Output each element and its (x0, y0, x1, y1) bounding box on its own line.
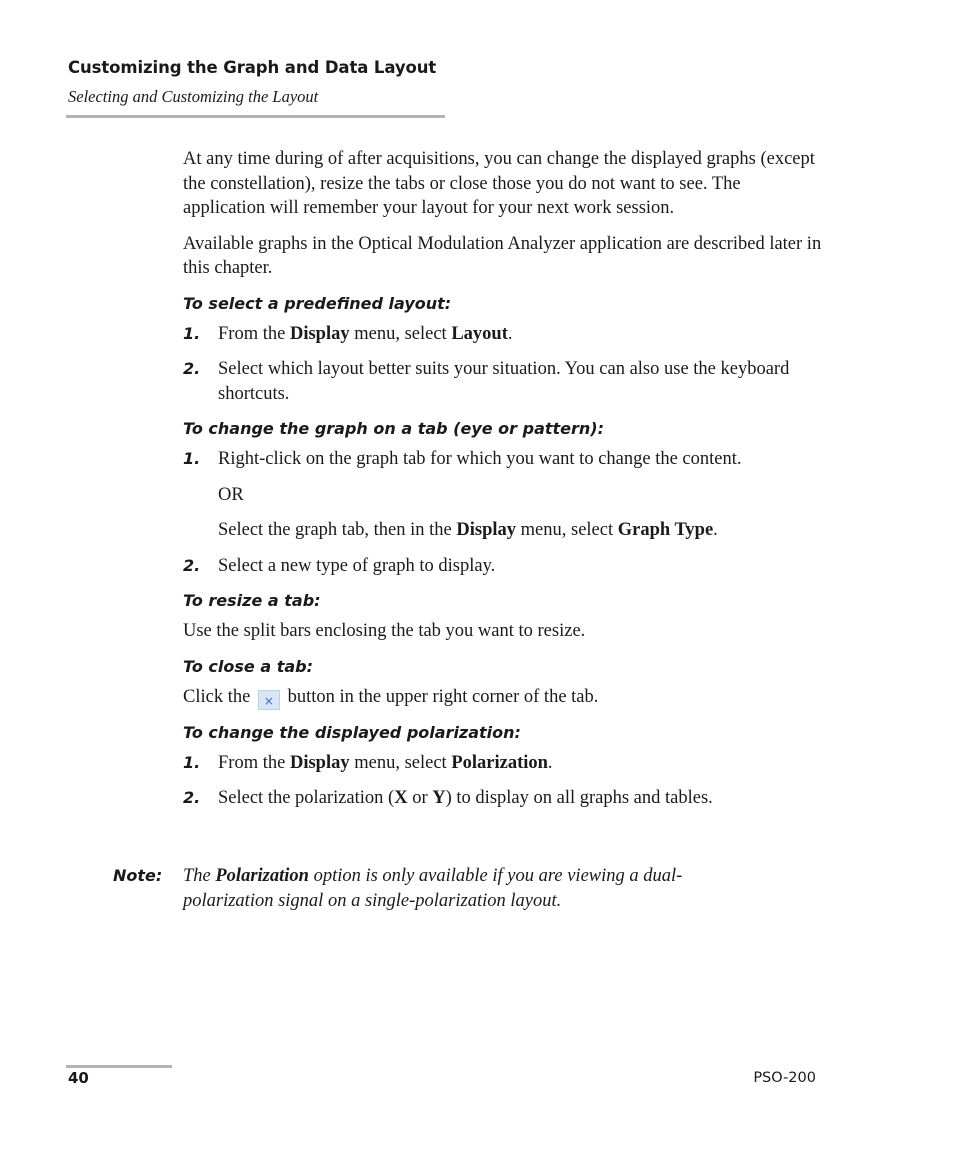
step-item (183, 554, 823, 579)
step-alternative (183, 518, 823, 543)
intro-paragraph: At any time during of after acquisitions, you can change the displayed graphs (except the constellation), resize the tabs or close those you do not want to see. The application will remember your layout for your next work session. (183, 149, 815, 218)
step-text: Select which layout better suits your situation. You can also use the keyboard shortcuts. (218, 359, 790, 404)
step-number: 2. (183, 788, 201, 807)
header-divider (66, 115, 445, 118)
page-header-subtitle: Selecting and Customizing the Layout (68, 87, 319, 106)
step-or: OR (218, 484, 244, 505)
procedure-title-polarization: To change the displayed polarization: (183, 722, 521, 742)
procedure-title-resize-tab: To resize a tab: (183, 591, 321, 610)
step-text: Right-click on the graph tab for which you want to change the content. (218, 449, 742, 469)
step-text: Select the polarization ( (218, 788, 395, 808)
step-text: menu, select (349, 323, 452, 344)
note-text-part: The (183, 866, 216, 886)
note-text-part: option is only available if you are viewing a dual-polarization signal on a single-polarization layout. (183, 866, 683, 911)
step-text: . (507, 323, 513, 344)
step-text: ) to display on all graphs and tables. (445, 788, 713, 808)
footer-divider (66, 1065, 172, 1068)
step-text: menu, select (516, 520, 618, 540)
step-item (183, 322, 823, 347)
step-item (183, 447, 823, 472)
menu-name: Display (456, 520, 517, 540)
step-text: menu, select (349, 752, 452, 773)
step-text: or (407, 788, 433, 808)
note-text (183, 864, 723, 913)
step-item (183, 786, 823, 811)
step-item (183, 751, 823, 776)
menu-item-name: Graph Type (617, 520, 714, 540)
step-number: 2. (183, 359, 201, 378)
step-number: 1. (183, 323, 201, 343)
menu-name: Display (289, 752, 350, 773)
page-header-title: Customizing the Graph and Data Layout (68, 58, 437, 77)
instruction-text: button in the upper right corner of the tab. (282, 686, 599, 707)
intro-paragraph-2: Available graphs in the Optical Modulation Analyzer application are described later in this chapter. (183, 233, 822, 278)
procedure-title-select-layout: To select a predefined layout: (183, 293, 452, 313)
instruction-text: Click the (183, 686, 255, 707)
menu-item-name: Layout (451, 323, 508, 344)
procedure-title-change-graph: To change the graph on a tab (eye or pattern): (183, 419, 605, 438)
step-text: . (547, 752, 553, 773)
step-number: 1. (183, 449, 201, 468)
main-content (183, 147, 823, 822)
resize-instruction: Use the split bars enclosing the tab you want to resize. (183, 621, 586, 641)
close-instruction (183, 685, 823, 710)
step-item (183, 357, 823, 406)
step-text: Select the graph tab, then in the (218, 520, 457, 540)
step-number: 1. (183, 752, 201, 772)
option-y: Y (432, 788, 446, 808)
step-text: From the (218, 323, 290, 344)
note-bold-term: Polarization (215, 866, 309, 886)
step-number: 2. (183, 555, 201, 575)
page-number: 40 (68, 1069, 89, 1087)
menu-name: Display (289, 323, 350, 344)
step-text: From the (218, 752, 290, 773)
step-text: . (713, 520, 718, 540)
menu-item-name: Polarization (451, 752, 548, 773)
product-name: PSO-200 (753, 1070, 816, 1086)
close-icon: × (258, 690, 280, 710)
note-label: Note: (113, 866, 163, 885)
step-text: Select a new type of graph to display. (218, 555, 496, 576)
procedure-title-close-tab: To close a tab: (183, 656, 313, 676)
note-block (113, 864, 833, 913)
option-x: X (394, 788, 408, 808)
